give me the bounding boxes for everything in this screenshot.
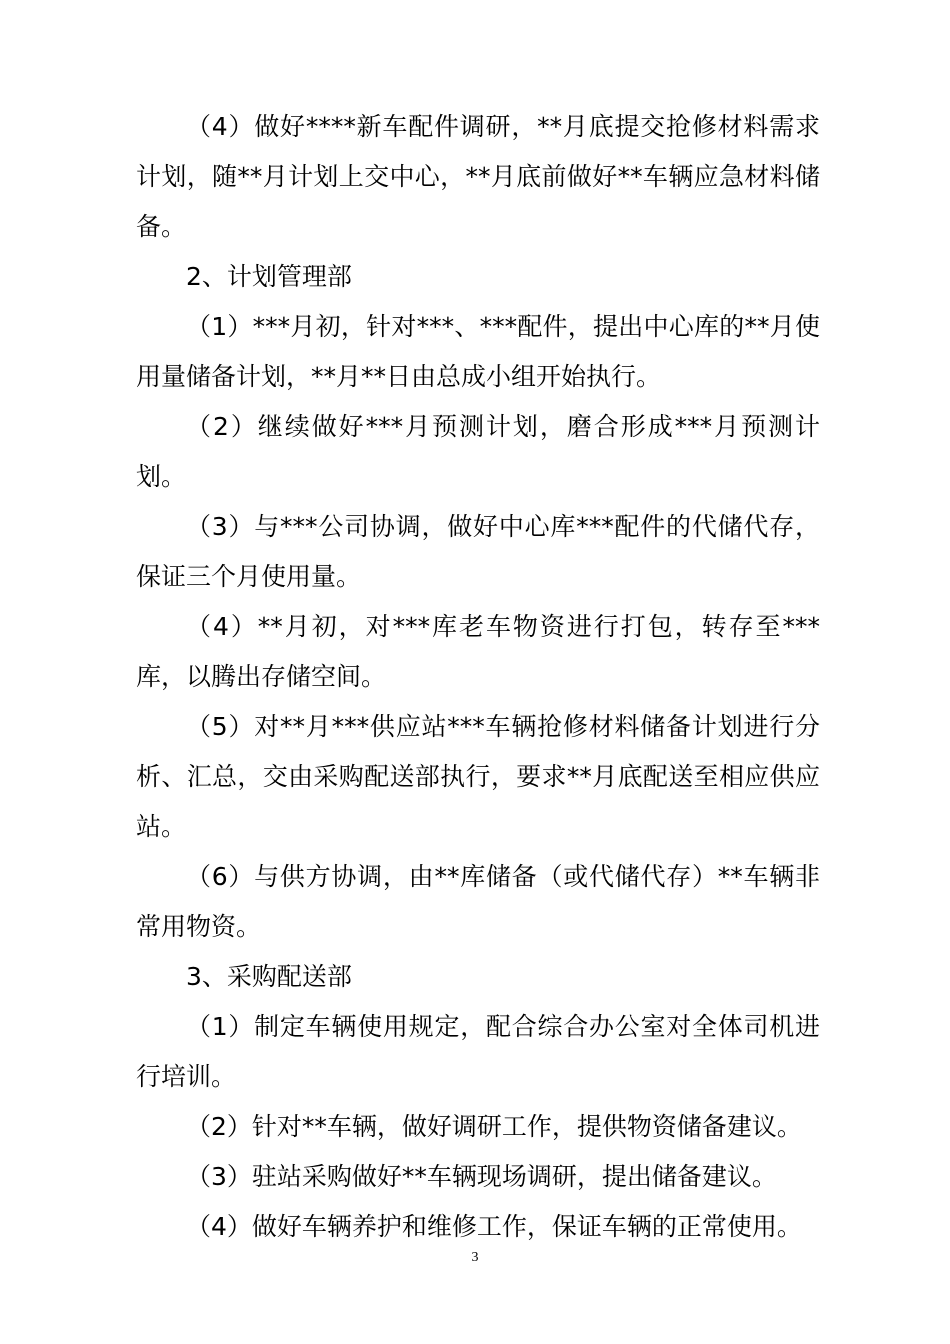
paragraph: （1）制定车辆使用规定，配合综合办公室对全体司机进行培训。 — [136, 1012, 820, 1091]
document-body — [136, 102, 820, 1252]
paragraph: （3）驻站采购做好**车辆现场调研，提出储备建议。 — [186, 1162, 777, 1191]
paragraph: （3）与***公司协调，做好中心库***配件的代储代存，保证三个月使用量。 — [136, 512, 820, 591]
section-heading: 2、计划管理部 — [186, 262, 352, 291]
paragraph: （6）与供方协调，由**库储备（或代储代存）**车辆非常用物资。 — [136, 862, 820, 941]
section-heading: 3、采购配送部 — [186, 962, 352, 991]
paragraph: （4）做好****新车配件调研，**月底提交抢修材料需求计划，随**月计划上交中心，**月底前做好**车辆应急材料储备。 — [136, 112, 820, 241]
paragraph: （2）针对**车辆，做好调研工作，提供物资储备建议。 — [186, 1112, 802, 1141]
paragraph: （1）***月初，针对***、***配件，提出中心库的**月使用量储备计划，**月**日由总成小组开始执行。 — [136, 312, 820, 391]
page-number: 3 — [471, 1250, 479, 1265]
paragraph: （5）对**月***供应站***车辆抢修材料储备计划进行分析、汇总，交由采购配送部执行，要求**月底配送至相应供应站。 — [136, 712, 820, 841]
paragraph: （2）继续做好***月预测计划，磨合形成***月预测计划。 — [136, 412, 820, 491]
paragraph: （4）做好车辆养护和维修工作，保证车辆的正常使用。 — [186, 1212, 802, 1241]
paragraph: （4）**月初，对***库老车物资进行打包，转存至***库，以腾出存储空间。 — [136, 612, 820, 691]
